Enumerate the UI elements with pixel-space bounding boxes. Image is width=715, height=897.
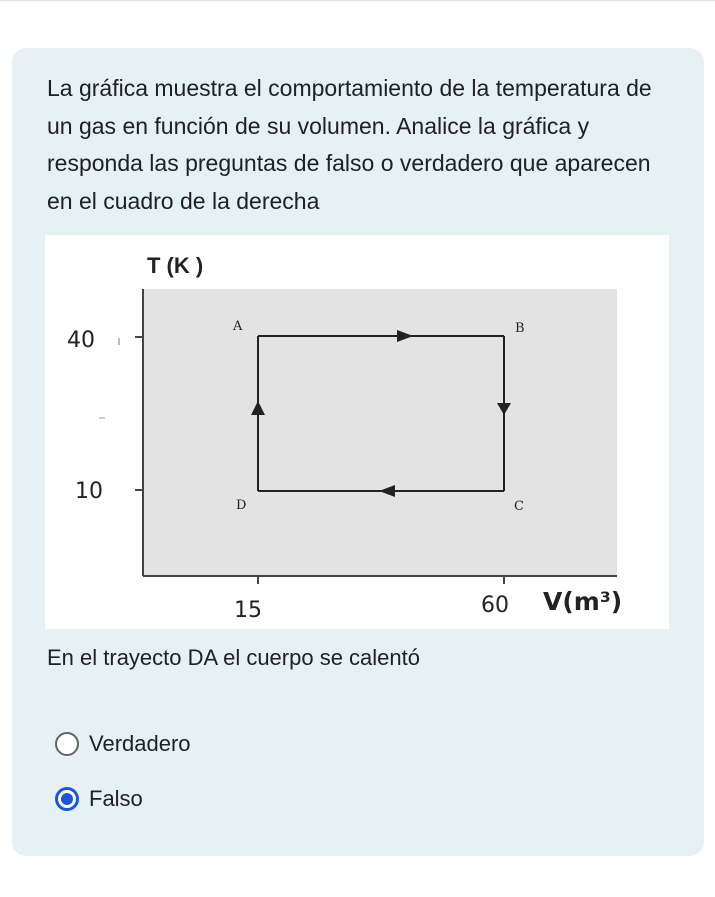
option-verdadero[interactable] <box>55 727 191 761</box>
radio-dot <box>61 793 73 805</box>
point-label-c: C <box>514 499 524 514</box>
y-axis-label: T (K ) <box>147 253 204 278</box>
point-label-b: B <box>515 321 525 336</box>
y-tick-label: 10 <box>75 479 103 504</box>
chart-svg <box>45 235 669 629</box>
plot-background <box>143 289 617 576</box>
question-statement: En el trayecto DA el cuerpo se calentó <box>47 645 420 670</box>
option-falso[interactable] <box>55 782 143 816</box>
question-text: La gráfica muestra el comportamiento de la temperatura de un gas en función de su volumen. Analice la gráfica y responda las preguntas de falso o verdadero que aparecen en el cuadro de la derecha <box>47 75 652 214</box>
x-axis-label: V(m³) <box>543 587 623 616</box>
temperature-volume-chart <box>45 235 669 629</box>
radio-unselected-icon[interactable] <box>55 732 79 756</box>
radio-selected-icon[interactable] <box>55 787 79 811</box>
x-tick-label: 60 <box>481 593 509 618</box>
top-divider <box>0 0 715 1</box>
x-tick-label: 15 <box>234 598 262 623</box>
point-label-a: A <box>233 319 243 334</box>
option-label: Falso <box>89 786 143 811</box>
option-label: Verdadero <box>89 731 191 756</box>
point-label-d: D <box>236 498 247 513</box>
y-tick-label: 40 <box>67 328 95 353</box>
